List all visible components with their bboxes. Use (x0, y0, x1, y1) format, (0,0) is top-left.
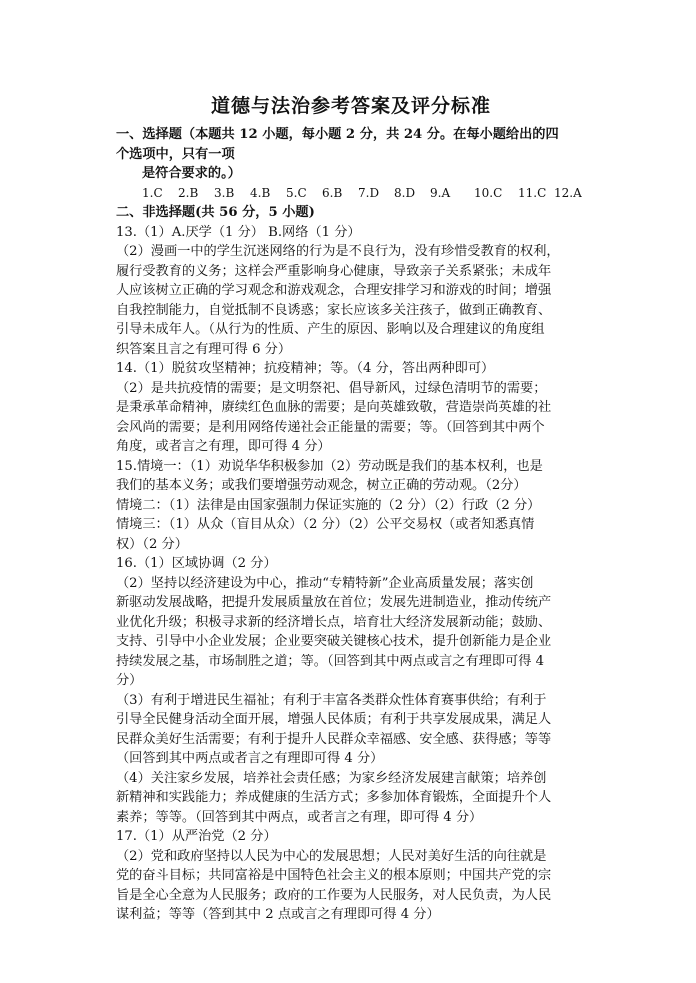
answer-line: 自我控制能力，自觉抵制不良诱惑；家长应该多关注孩子，做到正确教育、 (116, 302, 552, 318)
answer-item: 9.A (430, 185, 451, 200)
answer-line: （3）有利于增进民生福祉；有利于丰富各类群众性体育赛事供给；有利于 (116, 692, 547, 708)
answer-line: （2）坚持以经济建设为中心，推动“专精特新”企业高质量发展；落实创 (116, 575, 534, 591)
answer-item: 2.B (178, 185, 199, 200)
answer-line: 谋利益；等等（答到其中 2 点或言之有理即可得 4 分） (116, 907, 440, 922)
answer-line: 我们的基本义务；或我们要增强劳动观念，树立正确的劳动观。（2分） (116, 478, 527, 493)
answer-line: 支持、引导中小企业发展；企业要突破关键核心技术，提升创新能力是企业 (116, 634, 552, 649)
answer-line: （回答到其中两点或者言之有理即可得 4 分） (116, 751, 384, 766)
answer-line: 新驱动发展战略，把提升发展质量放在首位；发展先进制造业，推动传统产 (116, 595, 552, 610)
answer-line: 17.（1）从严治党（2 分） (116, 829, 277, 844)
answer-line: 16.（1）区域协调（2 分） (116, 556, 277, 571)
answer-line: 业优化升级；积极寻求新的经济增长点，培育壮大经济发展新动能；鼓励、 (116, 614, 552, 630)
answer-item: 8.D (394, 185, 416, 200)
answer-line: 13.（1）A.厌学（1 分） B.网络（1 分） (116, 224, 361, 240)
answer-line: 是秉承革命精神，赓续红色血脉的需要；是向英雄致敬，营造崇尚英雄的社 (116, 400, 552, 415)
answer-item: 3.B (214, 185, 235, 200)
answer-line: 民群众美好生活需要；有利于提升人民群众幸福感、安全感、获得感；等等 (116, 731, 552, 747)
answer-line: 新精神和实践能力；养成健康的生活方式；多参加体育锻炼，全面提升个人 (116, 790, 552, 805)
section2-heading: 二、非选择题(共 56 分，5 小题) (116, 205, 315, 220)
answer-line: （2）漫画一中的学生沉迷网络的行为是不良行为，没有珍惜受教育的权利， (116, 244, 560, 259)
answer-item: 6.B (322, 185, 343, 200)
answer-line: （2）党和政府坚持以人民为中心的发展思想；人民对美好生活的向往就是 (116, 848, 547, 864)
answer-body (116, 223, 586, 925)
choice-answers (116, 184, 586, 204)
answer-line: 旨是全心全意为人民服务；政府的工作要为人民服务，对人民负责，为人民 (116, 887, 552, 903)
answer-line: 权）（2 分） (116, 536, 188, 552)
answer-item: 5.C (286, 185, 307, 200)
page-title: 道德与法治参考答案及评分标准 (210, 95, 491, 117)
section1-heading-line1: 一、选择题（本题共 12 小题，每小题 2 分，共 24 分。在每小题给出的四 (116, 127, 559, 142)
answer-item: 10.C (474, 185, 503, 200)
answer-item: 4.B (250, 185, 271, 200)
answer-line: 素养；等等。（回答到其中两点，或者言之有理，即可得 4 分） (116, 809, 483, 825)
answer-line: 情境三：（1）从众（盲目从众）（2 分）（2）公平交易权（或者知悉真情 (116, 517, 535, 532)
answer-item: 12.A (554, 185, 582, 200)
answer-line: 党的奋斗目标；共同富裕是中国特色社会主义的根本原则；中国共产党的宗 (116, 868, 552, 883)
section1-heading-line3: 是符合要求的。） (142, 166, 241, 181)
section1-heading-line2: 个选项中，只有一项 (116, 146, 235, 162)
answer-line: 履行受教育的义务；这样会严重影响身心健康，导致亲子关系紧张；未成年 (116, 263, 552, 279)
answer-line: 情境二：（1）法律是由国家强制力保证实施的（2 分）（2）行政（2 分） (116, 497, 541, 513)
answer-line: 引导全民健身活动全面开展，增强人民体质；有利于共享发展成果，满足人 (116, 712, 552, 727)
answer-line: 会风尚的需要；是利用网络传递社会正能量的需要；等。（回答到其中两个 (116, 419, 545, 435)
answer-line: 引导未成年人。（从行为的性质、产生的原因、影响以及合理建议的角度组 (116, 322, 545, 337)
answer-line: 14.（1）脱贫攻坚精神；抗疫精神；等。（4 分，答出两种即可） (116, 361, 495, 376)
answer-line: 角度，或者言之有理，即可得 4 分） (116, 439, 331, 454)
answer-line: （2）是共抗疫情的需要；是文明祭祀、倡导新风，过绿色清明节的需要； (116, 380, 547, 396)
answer-line: 织答案且言之有理可得 6 分） (116, 341, 292, 357)
answer-item: 7.D (358, 185, 380, 200)
answer-line: 持续发展之基，市场制胜之道；等。（回答到其中两点或言之有理即可得 4 (116, 653, 544, 669)
answer-item: 1.C (142, 185, 163, 200)
answer-line: 人应该树立正确的学习观念和游戏观念，合理安排学习和游戏的时间；增强 (116, 283, 552, 298)
answer-line: （4）关注家乡发展，培养社会责任感；为家乡经济发展建言献策；培养创 (116, 770, 547, 786)
answer-item: 11.C (518, 185, 547, 200)
answer-line: 分） (116, 673, 143, 688)
answer-line: 15.情境一：（1）劝说华华积极参加（2）劳动既是我们的基本权利，也是 (116, 458, 543, 474)
